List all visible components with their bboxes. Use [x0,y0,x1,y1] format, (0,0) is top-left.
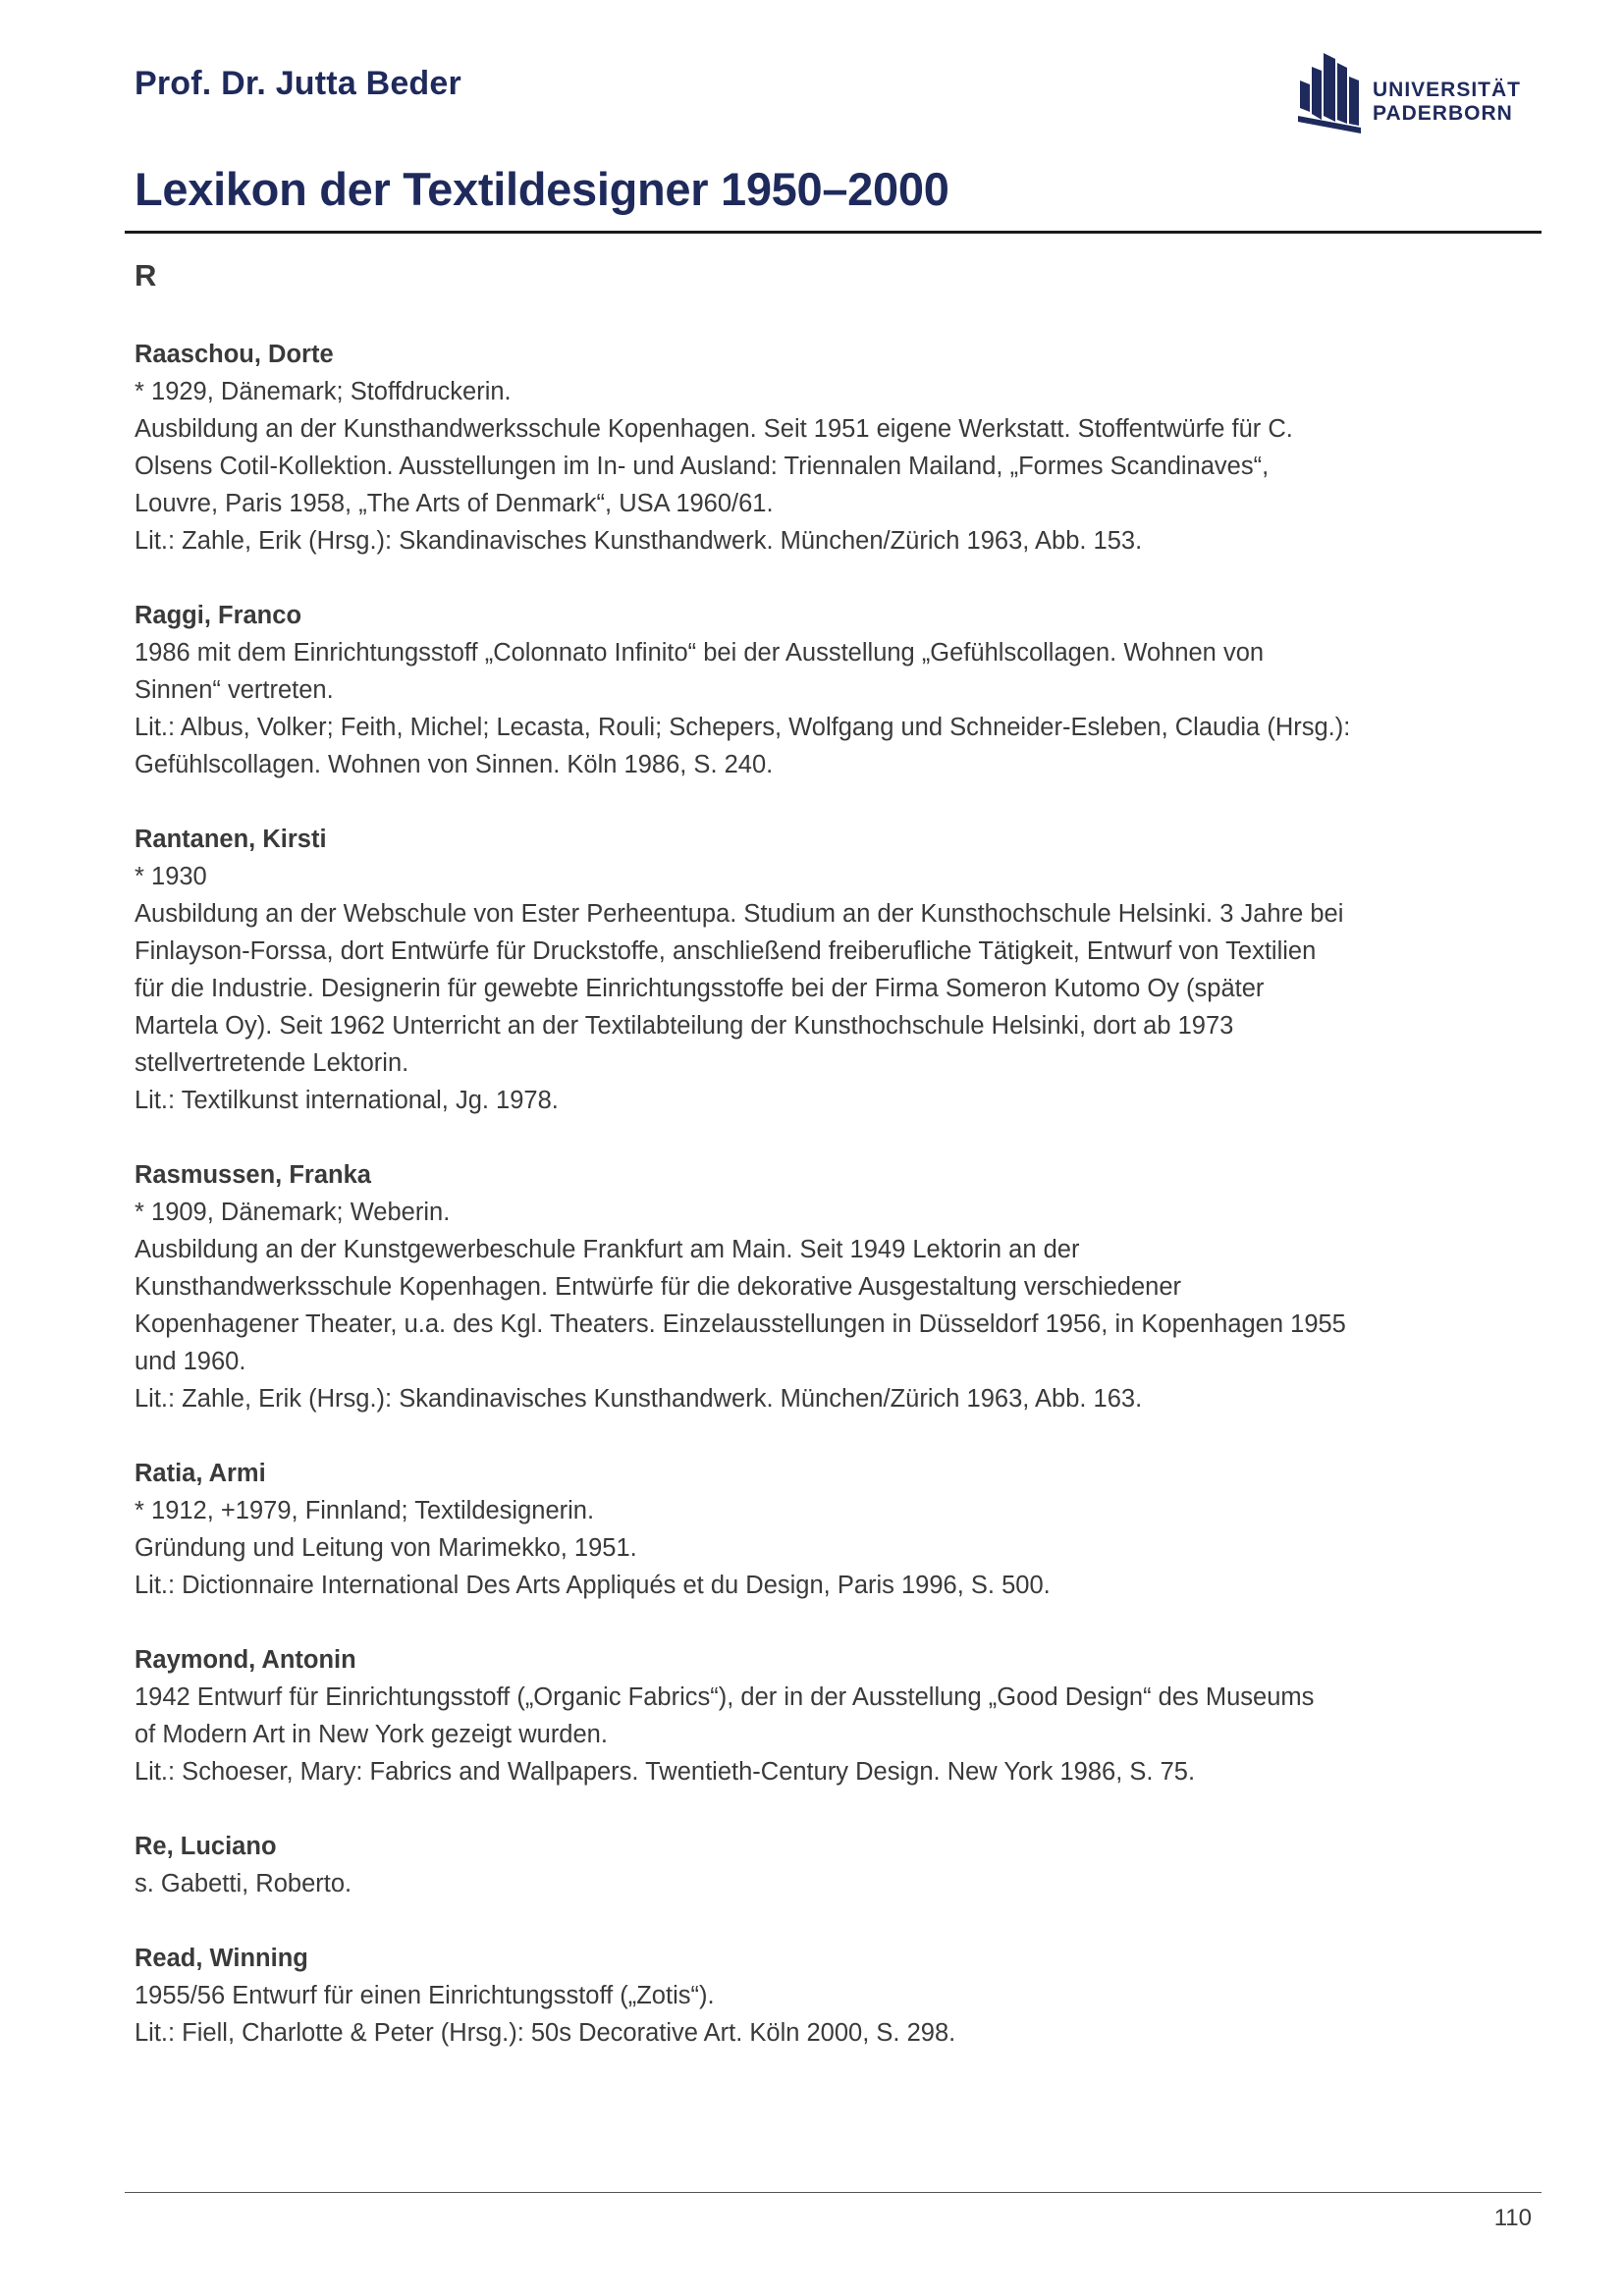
entry-text-line: s. Gabetti, Roberto. [135,1870,352,1897]
entry-name: Raggi, Franco [135,602,302,629]
entry-text-line: * 1912, +1979, Finnland; Textildesignerin. [135,1497,595,1524]
entry-name: Re, Luciano [135,1833,277,1860]
lexicon-entry [135,1940,1509,2052]
entry-text-line: Lit.: Zahle, Erik (Hrsg.): Skandinavisches Kunsthandwerk. München/Zürich 1963, Abb. 153. [135,527,1143,555]
entry-text-line: Lit.: Dictionnaire International Des Arts Appliqués et du Design, Paris 1996, S. 500. [135,1572,1051,1599]
author-name: Prof. Dr. Jutta Beder [135,65,461,102]
title-divider [125,231,1542,234]
entry-text-line: 1955/56 Entwurf für einen Einrichtungsstoff („Zotis“). [135,1982,715,2009]
entry-text-line: Kunsthandwerksschule Kopenhagen. Entwürfe für die dekorative Ausgestaltung verschiedener [135,1273,1182,1301]
entry-text-line: Kopenhagener Theater, u.a. des Kgl. Theaters. Einzelausstellungen in Düsseldorf 1956, in Kopenhagen 1955 [135,1310,1346,1338]
entry-text-line: Louvre, Paris 1958, „The Arts of Denmark“, USA 1960/61. [135,490,774,517]
entry-text-line: Lit.: Fiell, Charlotte & Peter (Hrsg.): 50s Decorative Art. Köln 2000, S. 298. [135,2019,956,2047]
entry-text-line: * 1930 [135,863,207,890]
section-letter: R [135,258,157,293]
entry-text-line: Lit.: Zahle, Erik (Hrsg.): Skandinavisches Kunsthandwerk. München/Zürich 1963, Abb. 163. [135,1385,1143,1413]
entry-text-line: of Modern Art in New York gezeigt wurden. [135,1721,608,1748]
footer-divider [125,2192,1542,2193]
entry-text-line: Lit.: Albus, Volker; Feith, Michel; Lecasta, Rouli; Schepers, Wolfgang und Schneider-Esleben, Claudia (Hrsg.): [135,714,1351,741]
lexicon-entry [135,597,1509,783]
lexicon-entry [135,1455,1509,1604]
entry-text-line: Ausbildung an der Kunstgewerbeschule Frankfurt am Main. Seit 1949 Lektorin an der [135,1236,1080,1263]
entry-text-line: stellvertretende Lektorin. [135,1049,409,1077]
lexicon-entry [135,1641,1509,1790]
entry-text-line: Gründung und Leitung von Marimekko, 1951. [135,1534,637,1562]
logo-line-2: PADERBORN [1373,102,1513,125]
entry-name: Rasmussen, Franka [135,1161,371,1189]
entry-text-line: für die Industrie. Designerin für gewebte Einrichtungsstoffe bei der Firma Someron Kutomo Oy (später [135,975,1265,1002]
entry-name: Rantanen, Kirsti [135,826,327,853]
page-number: 110 [1493,2205,1532,2231]
entry-name: Ratia, Armi [135,1460,266,1487]
entry-text-line: Ausbildung an der Kunsthandwerksschule Kopenhagen. Seit 1951 eigene Werkstatt. Stoffentwürfe für C. [135,415,1293,443]
entry-text-line: * 1929, Dänemark; Stoffdruckerin. [135,378,512,405]
logo-line-1: UNIVERSITÄT [1373,79,1522,101]
lexicon-entry [135,1156,1509,1417]
entry-text-line: und 1960. [135,1348,246,1375]
entry-text-line: Lit.: Textilkunst international, Jg. 1978. [135,1087,559,1114]
entry-text-line: 1986 mit dem Einrichtungsstoff „Colonnato Infinito“ bei der Ausstellung „Gefühlscollagen. Wohnen von [135,639,1265,667]
entry-text-line: 1942 Entwurf für Einrichtungsstoff („Organic Fabrics“), der in der Ausstellung „Good Design“ des Museums [135,1683,1315,1711]
entry-text-line: Gefühlscollagen. Wohnen von Sinnen. Köln 1986, S. 240. [135,751,774,778]
entry-name: Read, Winning [135,1945,308,1972]
lexicon-entry [135,821,1509,1119]
entry-text-line: Ausbildung an der Webschule von Ester Perheentupa. Studium an der Kunsthochschule Helsinki. 3 Jahre bei [135,900,1344,928]
entry-text-line: Martela Oy). Seit 1962 Unterricht an der Textilabteilung der Kunsthochschule Helsinki, dort ab 1973 [135,1012,1234,1040]
entry-name: Raymond, Antonin [135,1646,356,1674]
entry-text-line: * 1909, Dänemark; Weberin. [135,1199,451,1226]
entry-name: Raaschou, Dorte [135,341,334,368]
entry-text-line: Olsens Cotil-Kollektion. Ausstellungen im In- und Ausland: Triennalen Mailand, „Formes Scandinaves“, [135,453,1270,480]
entry-list [135,336,1509,2089]
lexicon-entry [135,1828,1509,1902]
entry-text-line: Sinnen“ vertreten. [135,676,334,704]
page-title: Lexikon der Textildesigner 1950–2000 [135,163,949,215]
university-logo-icon [1296,51,1365,133]
logo-wordmark [1373,79,1521,126]
university-logo[interactable] [1296,51,1542,133]
entry-text-line: Finlayson-Forssa, dort Entwürfe für Druckstoffe, anschließend freiberufliche Tätigkeit, Entwurf von Textilien [135,937,1317,965]
entry-text-line: Lit.: Schoeser, Mary: Fabrics and Wallpapers. Twentieth-Century Design. New York 1986, S. 75. [135,1758,1196,1786]
lexicon-entry [135,336,1509,560]
